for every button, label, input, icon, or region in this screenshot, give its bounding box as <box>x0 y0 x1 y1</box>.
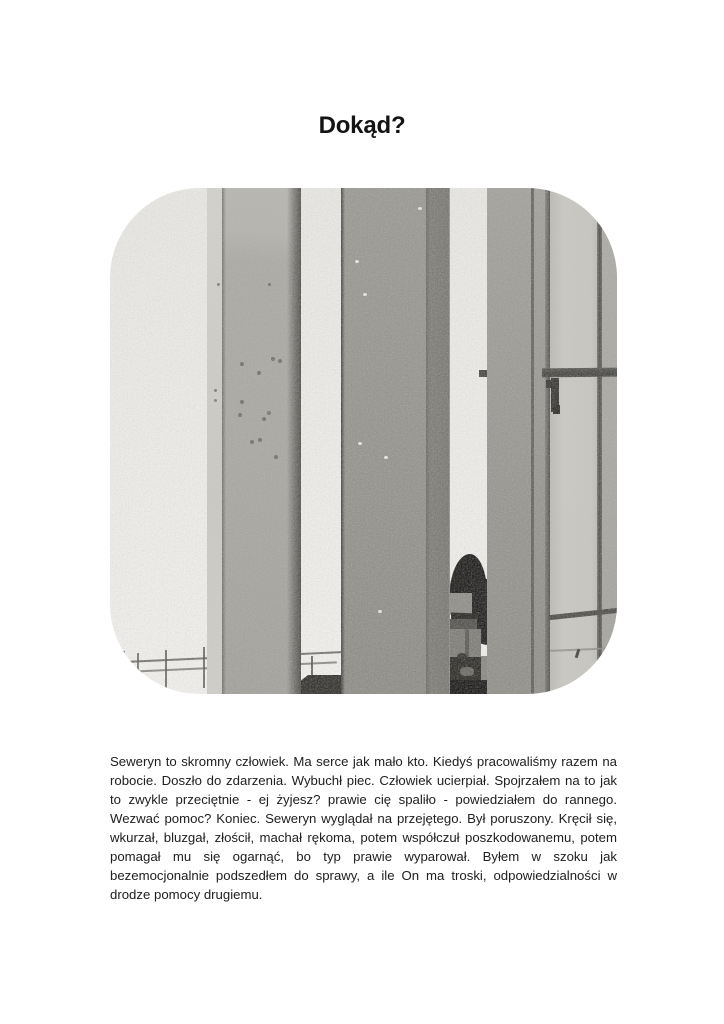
rail-bracket-knob <box>553 405 560 414</box>
film-speckle <box>214 399 217 402</box>
metal-rail-upper <box>542 368 617 378</box>
highlight-dot <box>355 260 359 263</box>
highlight-dot <box>378 610 382 613</box>
photo-dark-structure <box>298 675 343 694</box>
film-speckle <box>278 359 282 363</box>
film-speckle <box>258 438 262 442</box>
film-speckle <box>274 455 278 459</box>
film-speckle <box>267 411 271 415</box>
photo-man-head <box>448 553 488 694</box>
photo-pillar-2-shadow-band <box>426 188 449 694</box>
metal-rail-stub <box>479 370 487 377</box>
page-title: Dokąd? <box>318 112 406 140</box>
photo-pillar-1-light-edge <box>207 188 222 694</box>
film-speckle <box>240 362 244 366</box>
film-speckle <box>271 357 275 361</box>
paragraph-line: Seweryn to skromny człowiek. Ma serce jak mało kto. Kiedyś pracowaliśmy razem na <box>110 754 617 769</box>
highlight-dot <box>358 442 362 445</box>
photo-pillar-3-seam <box>531 188 534 694</box>
highlight-dot <box>384 456 388 459</box>
body-paragraph <box>110 752 617 904</box>
film-speckle <box>262 417 266 421</box>
highlight-dot <box>363 293 367 296</box>
photo-pillar-2 <box>341 188 450 694</box>
film-speckle <box>257 371 261 375</box>
man-chin <box>460 667 474 676</box>
paragraph-line: robocie. Doszło do zdarzenia. Wybuchł piec. Człowiek ucierpiał. Spojrzałem na to jak <box>110 773 617 788</box>
film-speckle <box>268 283 271 286</box>
film-speckle <box>214 389 217 392</box>
rail-bracket <box>546 380 553 388</box>
photo-pillar-3 <box>487 188 550 694</box>
fence-post <box>203 647 205 688</box>
highlight-dot <box>418 207 422 210</box>
paragraph-line: Wezwać pomoc? Koniec. Seweryn wyglądał na przejętego. Był poruszony. Kręcił się, <box>110 811 617 826</box>
photo <box>110 188 617 694</box>
paragraph-line: to zwykle przeciętnie - ej żyjesz? prawie cię spaliło - powiedziałem do rannego. <box>110 792 617 807</box>
film-speckle <box>238 413 242 417</box>
film-speckle <box>217 283 220 286</box>
paragraph-line: bezemocjonalnie podszedłem do sprawy, a ile On ma troski, odpowiedzialności w <box>110 868 617 883</box>
film-speckle <box>240 400 244 404</box>
paragraph-line: wkurzał, bluzgał, złościł, machał rękoma, potem współczuł poszkodowanemu, potem <box>110 830 617 845</box>
fence-post <box>137 653 139 674</box>
photo-wall-strip <box>602 188 617 694</box>
fence-post <box>165 650 167 694</box>
paragraph-line: pomagał mu się ogarnąć, bo typ prawie wyparował. Byłem w szoku jak <box>110 849 617 864</box>
paragraph-line: drodze pomocy drugiemu. <box>110 887 263 902</box>
film-speckle <box>250 440 254 444</box>
man-clothing <box>448 680 488 694</box>
